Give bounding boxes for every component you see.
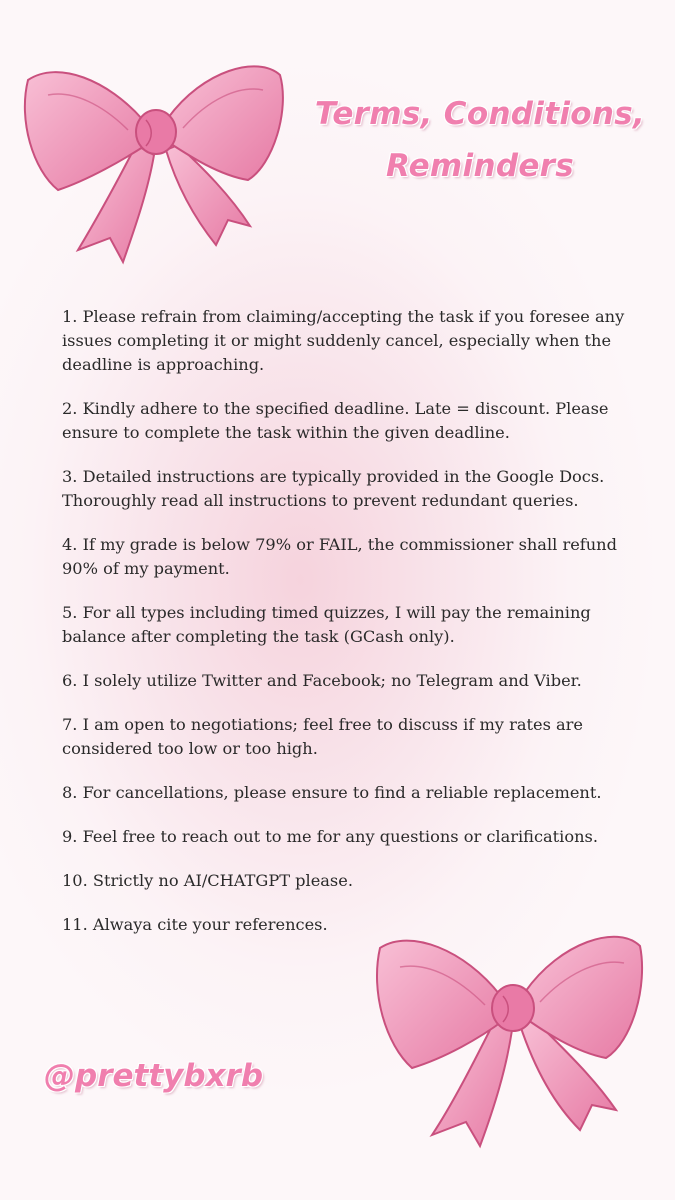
term-item-4: 4. If my grade is below 79% or FAIL, the commissioner shall refund 90% of my payment. bbox=[62, 535, 617, 578]
term-item-10: 10. Strictly no AI/CHATGPT please. bbox=[62, 871, 353, 890]
title-line-1: Terms, Conditions, bbox=[314, 96, 646, 132]
terms-list bbox=[62, 305, 642, 957]
title-line-2: Reminders bbox=[385, 148, 574, 184]
page-title bbox=[290, 88, 670, 192]
term-item-7: 7. I am open to negotiations; feel free to discuss if my rates are considered too low or too high. bbox=[62, 715, 583, 758]
term-item-2: 2. Kindly adhere to the specified deadline. Late = discount. Please ensure to complete the task within the given deadline. bbox=[62, 399, 609, 442]
term-item-5: 5. For all types including timed quizzes, I will pay the remaining balance after completing the task (GCash only). bbox=[62, 603, 591, 646]
term-item-9: 9. Feel free to reach out to me for any questions or clarifications. bbox=[62, 827, 598, 846]
social-handle: @prettybxrb bbox=[44, 1058, 264, 1094]
pink-bow-icon bbox=[370, 920, 648, 1150]
pink-bow-icon bbox=[18, 50, 288, 265]
term-item-1: 1. Please refrain from claiming/accepting the task if you foresee any issues completing it or might suddenly cancel, especially when the deadline is approaching. bbox=[62, 307, 625, 374]
term-item-6: 6. I solely utilize Twitter and Facebook; no Telegram and Viber. bbox=[62, 671, 582, 690]
term-item-3: 3. Detailed instructions are typically provided in the Google Docs. Thoroughly read all instructions to prevent redundant queries. bbox=[62, 467, 605, 510]
term-item-8: 8. For cancellations, please ensure to find a reliable replacement. bbox=[62, 783, 602, 802]
term-item-11: 11. Alwaya cite your references. bbox=[62, 915, 328, 934]
